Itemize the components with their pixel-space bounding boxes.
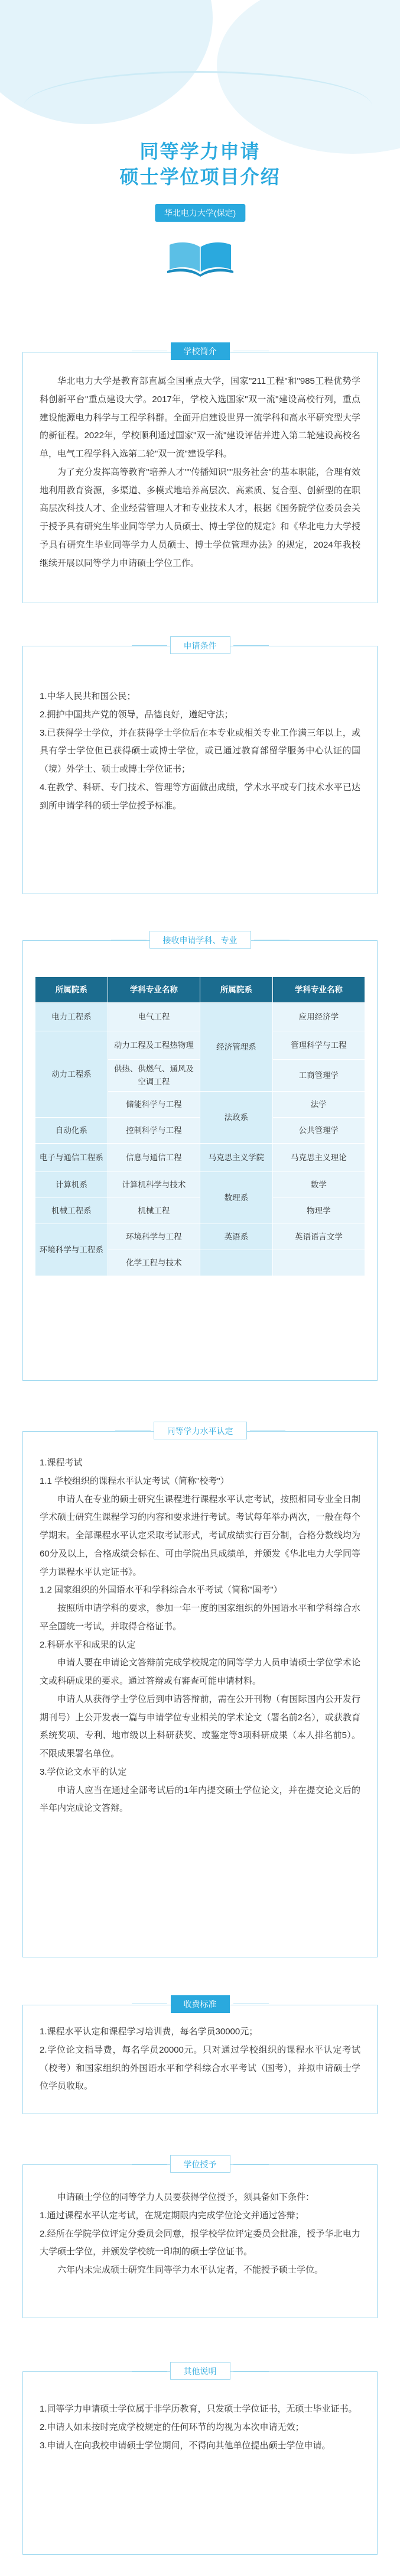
column-header: 所属院系	[35, 977, 108, 1003]
section-heading: 学位授予	[170, 2155, 230, 2173]
section-heading: 收费标准	[171, 1995, 230, 2013]
dept-cell: 法政系	[200, 1092, 272, 1144]
condition-item: 2.拥护中国共产党的领导，品德良好，遵纪守法；	[40, 709, 233, 720]
fee-item: 1.课程水平认定和课程学习培训费，每名学员30000元；	[40, 2027, 258, 2037]
major-cell: 控制科学与工程	[108, 1118, 200, 1144]
dept-cell: 自动化系	[35, 1118, 108, 1144]
condition-item: 1.中华人民共和国公民；	[40, 691, 136, 701]
major-cell: 公共管理学	[272, 1118, 365, 1144]
table-row	[35, 1144, 365, 1172]
major-cell: 动力工程及工程热物理	[108, 1031, 200, 1060]
column-header: 学科专业名称	[272, 977, 365, 1003]
major-cell: 计算机科学与技术	[108, 1172, 200, 1198]
dept-cell: 环境科学与工程系	[35, 1224, 108, 1276]
assessment-item: 1.课程考试	[40, 1458, 83, 1468]
column-header: 所属院系	[200, 977, 272, 1003]
major-cell: 法学	[272, 1092, 365, 1118]
dept-cell: 机械工程系	[35, 1198, 108, 1224]
intro-paragraph: 华北电力大学是教育部直属全国重点大学，国家"211工程"和"985工程优势学科创新平台"重点建设大学。2017年，学校入选国家"双一流"建设高校行列，重点建设能源电力科学与工程学科群。全面开启建设世界一流学科和高水平研究型大学的新征程。2022年，学校顺利通过国家"双一流"建设评估并进入第二轮建设高校名单，电气工程学科入选第二轮"双一流"建设学科。	[40, 376, 360, 459]
assessment-item: 申请人从获得学士学位后到申请答辩前，需在公开刊物（有国际国内公开发行期刊号）上公开发表一篇与申请学位专业相关的学术论文（署名前2名），或获教育系统奖项、专利、地市级以上科研获奖、或鉴定等3项科研成果（本人排名前5）。不限成果署名单位。	[40, 1694, 360, 1759]
major-cell: 管理科学与工程	[272, 1031, 365, 1060]
intro-section	[22, 347, 378, 603]
other-item: 2.申请人如未按时完成学校规定的任何环节的均视为本次申请无效；	[40, 2422, 304, 2432]
major-cell: 物理学	[272, 1198, 365, 1224]
major-cell: 储能科学与工程	[108, 1092, 200, 1118]
assessment-item: 1.1 学校组织的课程水平认定考试（简称"校考"）	[40, 1475, 229, 1486]
fee-item: 2.学位论文指导费，每名学员20000元。只对通过学校组织的课程水平认定考试（校考）和国家组织的外国语水平和学科综合水平考试（国考），并拟申请硕士学位学员收取。	[40, 2044, 360, 2092]
major-cell: 马克思主义理论	[272, 1144, 365, 1172]
degree-section	[22, 2160, 378, 2318]
university-badge: 华北电力大学(保定)	[155, 204, 245, 222]
decorative-wave	[24, 71, 372, 142]
table-row	[35, 1224, 365, 1250]
empty-cell	[272, 1250, 365, 1276]
dept-cell: 数理系	[200, 1172, 272, 1224]
dept-cell: 英语系	[200, 1224, 272, 1250]
empty-cell	[200, 1250, 272, 1276]
intro-paragraph: 为了充分发挥高等教育"培养人才""传播知识""服务社会"的基本职能，合理有效地利用教育资源，多渠道、多模式地培养高层次、高素质、复合型、创新型的在职高层次科技人才、企业经营管理人才和专业技术人才，根据《国务院学位委员会关于授予具有研究生毕业同等学力人员硕士、博士学位的规定》和《华北电力大学授予具有研究生毕业同等学力人员硕士、博士学位管理办法》的规定，2024年我校继续开展以同等学力申请硕士学位工作。	[40, 467, 360, 568]
open-book-icon	[165, 237, 236, 278]
dept-cell: 电子与通信工程系	[35, 1144, 108, 1172]
major-cell: 化学工程与技术	[108, 1250, 200, 1276]
assessment-section	[22, 1426, 378, 1957]
assessment-item: 申请人在专业的硕士研究生课程进行课程水平认定考试，按照相同专业全日制学术硕士研究生课程学习的内容和要求进行考试。考试每年举办两次，一般在每个学期末。全部课程水平认定采取考试形式，考试成绩实行百分制，合格分数线均为60分及以上，合格成绩会标在、可由学院出具成绩单，并颁发《华北电力大学同等学力课程水平认定证书》。	[40, 1494, 360, 1577]
degree-item: 六年内未完成硕士研究生同等学力水平认定者，不能授予硕士学位。	[57, 2265, 324, 2275]
major-cell: 环境科学与工程	[108, 1224, 200, 1250]
dept-cell: 电力工程系	[35, 1003, 108, 1031]
major-cell: 工商管理学	[272, 1060, 365, 1092]
condition-item: 4.在教学、科研、专门技术、管理等方面做出成绩，学术水平或专门技术水平已达到所申请学科的硕士学位授予标准。	[40, 782, 360, 811]
section-heading: 接收申请学科、专业	[149, 931, 251, 949]
assessment-item: 1.2 国家组织的外国语水平和学科综合水平考试（简称"国考"）	[40, 1585, 282, 1596]
title-line-2: 硕士学位项目介绍	[119, 166, 281, 188]
table-header-row	[35, 977, 365, 1003]
major-cell: 信息与通信工程	[108, 1144, 200, 1172]
title-line-1: 同等学力申请	[139, 141, 261, 162]
section-heading: 同等学力水平认定	[154, 1422, 247, 1439]
major-cell: 数学	[272, 1172, 365, 1198]
other-section	[22, 2367, 378, 2555]
dept-cell: 经济管理系	[200, 1003, 272, 1092]
hero-header	[0, 0, 400, 331]
table-row	[35, 1003, 365, 1031]
section-heading: 其他说明	[170, 2362, 230, 2380]
majors-table	[35, 976, 365, 1276]
assessment-item: 按照所申请学科的要求，参加一年一度的国家组织的外国语水平和学科综合水平全国统一考试，并取得合格证书。	[40, 1603, 360, 1632]
condition-item: 3.已获得学士学位，并在获得学士学位后在本专业或相关专业工作满三年以上，或具有学士学位但已获得硕士或博士学位，或已通过教育部留学服务中心认证的国（境）外学士、硕士或博士学位证书；	[40, 727, 360, 774]
major-cell: 电气工程	[108, 1003, 200, 1031]
other-item: 3.申请人在向我校申请硕士学位期间，不得向其他单位提出硕士学位申请。	[40, 2440, 331, 2451]
section-heading: 学校简介	[171, 342, 230, 360]
conditions-section	[22, 641, 378, 894]
other-item: 1.同等学力申请硕士学位属于非学历教育，只发硕士学位证书，无硕士毕业证书。	[40, 2404, 357, 2414]
major-cell: 应用经济学	[272, 1003, 365, 1031]
degree-item: 2.经所在学院学位评定分委员会同意，报学校学位评定委员会批准，授予华北电力大学硕士学位，并颁发学校统一印制的硕士学位证书。	[40, 2228, 360, 2257]
fees-section	[22, 1999, 378, 2114]
major-cell: 机械工程	[108, 1198, 200, 1224]
dept-cell: 马克思主义学院	[200, 1144, 272, 1172]
degree-item: 1.通过课程水平认定考试，在规定期限内完成学位论文并通过答辩；	[40, 2210, 304, 2221]
table-row	[35, 1172, 365, 1198]
major-cell: 英语语言文学	[272, 1224, 365, 1250]
assessment-item: 申请人应当在通过全部考试后的1年内提交硕士学位论文，并在提交论文后的半年内完成论文答辩。	[40, 1785, 360, 1814]
section-heading: 申请条件	[170, 636, 230, 654]
dept-cell: 动力工程系	[35, 1031, 108, 1118]
dept-cell: 计算机系	[35, 1172, 108, 1198]
assessment-item: 2.科研水平和成果的认定	[40, 1639, 136, 1650]
assessment-item: 申请人要在申请论文答辩前完成学校规定的同等学力人员申请硕士学位学术论文或科研成果的要求。通过答辩或有審查可能申请材料。	[40, 1658, 360, 1686]
page-title	[0, 139, 400, 190]
degree-intro: 申请硕士学位的同等学力人员要获得学位授予，须具备如下条件：	[57, 2192, 315, 2202]
assessment-item: 3.学位论文水平的认定	[40, 1766, 127, 1777]
column-header: 学科专业名称	[108, 977, 200, 1003]
major-cell: 供热、供燃气、通风及空调工程	[108, 1060, 200, 1092]
majors-section	[22, 936, 378, 1381]
